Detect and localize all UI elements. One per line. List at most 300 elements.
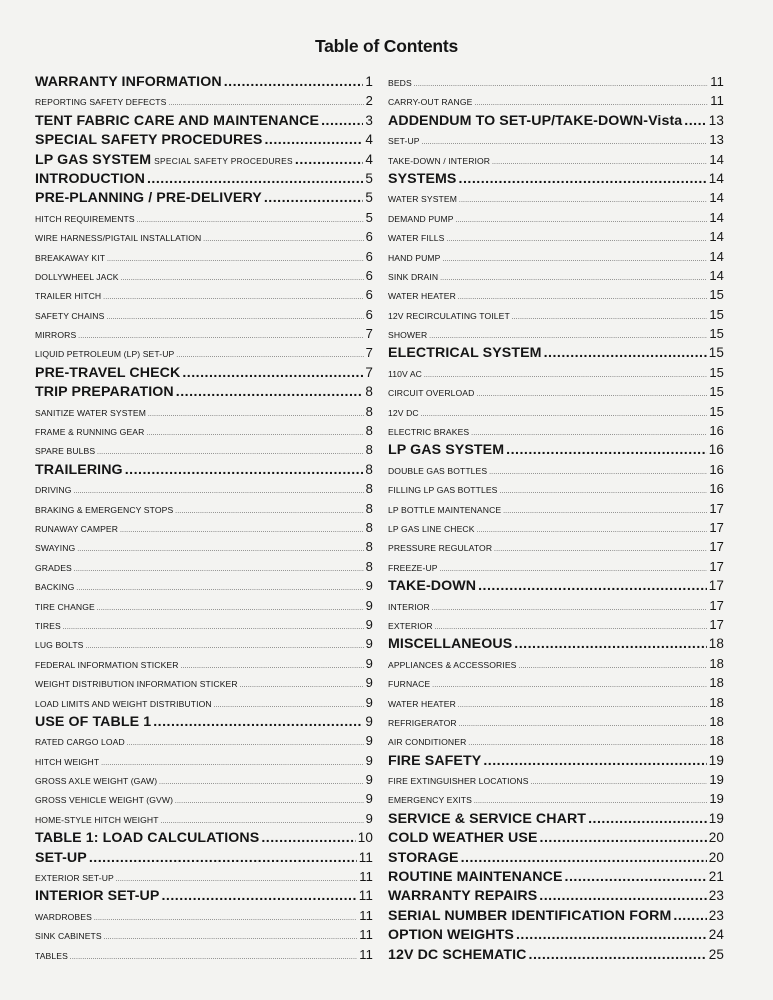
toc-entry xyxy=(388,404,724,423)
dot-leader xyxy=(458,295,707,301)
dot-leader xyxy=(153,714,363,730)
toc-entry xyxy=(388,888,724,907)
toc-entry-page-number: 6 xyxy=(365,248,373,264)
toc-entry xyxy=(35,520,373,539)
toc-entry-page-number: 6 xyxy=(365,267,373,283)
toc-entry-label: CARRY-OUT RANGE xyxy=(388,97,473,108)
toc-entry-page-number: 18 xyxy=(709,675,724,691)
toc-entry xyxy=(388,869,724,888)
toc-entry-page-number: 5 xyxy=(365,209,373,225)
dot-leader xyxy=(125,462,364,478)
dot-leader xyxy=(544,345,707,361)
toc-entry xyxy=(388,268,724,287)
toc-entry xyxy=(35,326,373,345)
toc-entry xyxy=(35,268,373,287)
toc-entry-label: HITCH WEIGHT xyxy=(35,756,100,767)
toc-entry-page-number: 17 xyxy=(708,578,724,594)
toc-entry-page-number: 14 xyxy=(709,248,724,264)
toc-entry-label: BRAKING & EMERGENCY STOPS xyxy=(35,504,174,515)
toc-entry-page-number: 18 xyxy=(709,694,724,710)
toc-entry-label: LP GAS SYSTEM xyxy=(35,151,152,168)
toc-entry xyxy=(388,559,724,578)
toc-entry-page-number: 17 xyxy=(709,616,724,632)
toc-entry-page-number: 4 xyxy=(365,132,373,148)
toc-entry-page-number: 11 xyxy=(359,946,373,962)
toc-entry-page-number: 15 xyxy=(709,306,724,322)
toc-entry-label: FIRE EXTINGUISHER LOCATIONS xyxy=(388,776,529,787)
toc-entry xyxy=(35,171,373,190)
dot-leader xyxy=(476,392,707,398)
toc-entry xyxy=(35,636,373,655)
toc-entry-page-number: 6 xyxy=(365,306,373,322)
toc-entry-label: STORAGE xyxy=(388,849,459,866)
toc-entry-page-number: 3 xyxy=(365,112,373,128)
toc-entry xyxy=(388,229,724,248)
toc-entry xyxy=(35,539,373,558)
toc-entry-label: BEDS xyxy=(388,78,412,88)
dot-leader xyxy=(89,850,357,866)
dot-leader xyxy=(116,877,357,883)
dot-leader xyxy=(506,442,707,458)
page-title: Table of Contents xyxy=(314,36,459,56)
toc-entry xyxy=(388,539,724,558)
dot-leader xyxy=(76,586,363,592)
toc-entry xyxy=(388,481,724,500)
toc-entry xyxy=(35,656,373,675)
toc-entry xyxy=(35,947,373,966)
toc-entry-page-number: 9 xyxy=(365,578,373,594)
toc-entry xyxy=(388,908,724,927)
toc-entry-page-number: 17 xyxy=(709,539,724,555)
dot-leader xyxy=(478,578,707,594)
toc-entry-page-number: 8 xyxy=(365,403,373,419)
toc-entry-label: REFRIGERATOR xyxy=(388,717,457,728)
toc-entry xyxy=(388,598,724,617)
toc-entry-page-number: 16 xyxy=(709,481,724,497)
toc-entry xyxy=(35,598,373,617)
toc-entry-label: HITCH REQUIREMENTS xyxy=(35,213,135,224)
toc-entry-page-number: 5 xyxy=(365,170,373,186)
dot-leader xyxy=(224,74,364,90)
toc-entry xyxy=(388,578,724,597)
toc-entry-label: LIQUID PETROLEUM (LP) SET-UP xyxy=(35,349,175,360)
toc-entry xyxy=(35,404,373,423)
toc-entry xyxy=(388,733,724,752)
toc-entry-page-number: 11 xyxy=(710,74,724,89)
toc-entry-label: LP GAS LINE CHECK xyxy=(388,523,475,534)
toc-entry-label: TABLES xyxy=(35,950,68,961)
dot-leader xyxy=(103,295,363,301)
toc-entry-label: USE OF TABLE 1 xyxy=(35,713,152,730)
dot-leader xyxy=(175,799,364,805)
toc-entry xyxy=(35,190,373,209)
toc-entry-label: TRAILERING xyxy=(35,461,123,478)
toc-entry-label: WARRANTY REPAIRS xyxy=(388,888,538,905)
toc-entry xyxy=(35,772,373,791)
toc-entry-label: WIRE HARNESS/PIGTAIL INSTALLATION xyxy=(35,233,202,244)
toc-entry-page-number: 18 xyxy=(709,713,724,729)
toc-entry xyxy=(35,714,373,733)
toc-entry-label: LP GAS SYSTEM xyxy=(388,442,505,459)
toc-entry-page-number: 8 xyxy=(365,519,373,535)
dot-leader xyxy=(459,722,708,728)
toc-entry xyxy=(388,753,724,772)
toc-entry-label: TIRE CHANGE xyxy=(35,601,95,612)
toc-entry-page-number: 20 xyxy=(708,849,724,865)
toc-entry-label: 110V AC xyxy=(388,368,422,379)
toc-entry-page-number: 8 xyxy=(365,442,373,458)
toc-entry xyxy=(35,501,373,520)
dot-leader xyxy=(459,198,707,204)
toc-entry-label: WARRANTY INFORMATION xyxy=(35,74,222,90)
toc-entry-page-number: 9 xyxy=(365,791,373,807)
toc-entry-label: TAKE-DOWN xyxy=(388,578,477,595)
toc-entry xyxy=(388,326,724,345)
dot-leader xyxy=(519,664,708,670)
toc-entry-label: 12V DC SCHEMATIC xyxy=(388,946,527,963)
dot-leader xyxy=(477,528,708,534)
toc-entry-page-number: 8 xyxy=(365,500,373,516)
dot-leader xyxy=(176,384,364,400)
toc-entry xyxy=(388,74,724,93)
toc-entry-label: LUG BOLTS xyxy=(35,640,84,651)
dot-leader xyxy=(127,741,364,747)
toc-entry-page-number: 15 xyxy=(709,287,724,303)
dot-leader xyxy=(97,606,364,612)
toc-entry xyxy=(388,152,724,171)
toc-entry-page-number: 11 xyxy=(358,888,373,904)
toc-entry xyxy=(35,307,373,326)
dot-leader xyxy=(70,955,357,961)
toc-entry-label: SERVICE & SERVICE CHART xyxy=(388,810,587,827)
toc-entry-page-number: 8 xyxy=(365,539,373,555)
dot-leader xyxy=(565,869,707,885)
toc-entry-page-number: 23 xyxy=(708,888,724,904)
toc-entry-page-number: 19 xyxy=(709,791,724,807)
toc-entry-label: DOLLYWHEEL JACK xyxy=(35,271,119,282)
dot-leader xyxy=(483,753,706,769)
dot-leader xyxy=(516,927,707,943)
toc-entry xyxy=(35,908,373,927)
dot-leader xyxy=(120,528,364,534)
toc-entry-label: MISCELLANEOUS xyxy=(388,636,513,653)
dot-leader xyxy=(458,703,707,709)
toc-entry-label: FEDERAL INFORMATION STICKER xyxy=(35,659,179,670)
toc-entry-label: SYSTEMS xyxy=(388,170,457,187)
toc-entry-page-number: 19 xyxy=(708,810,724,826)
dot-leader xyxy=(422,140,708,146)
toc-entry-page-number: 11 xyxy=(359,869,373,885)
toc-entry-page-number: 11 xyxy=(359,907,373,923)
toc-entry xyxy=(35,210,373,229)
toc-entry-page-number: 17 xyxy=(709,597,724,613)
toc-entry xyxy=(388,442,724,461)
toc-entry-page-number: 14 xyxy=(709,190,724,206)
toc-entry xyxy=(35,229,373,248)
dot-leader xyxy=(175,509,363,515)
toc-entry xyxy=(35,249,373,268)
dot-leader xyxy=(94,916,357,922)
toc-entry-label: SWAYING xyxy=(35,543,76,554)
toc-entry-label: TRIP PREPARATION xyxy=(35,384,174,401)
dot-leader xyxy=(474,101,708,107)
toc-entry-label: PRE-TRAVEL CHECK xyxy=(35,364,181,381)
toc-entry-label: SINK CABINETS xyxy=(35,931,102,942)
toc-entry-page-number: 8 xyxy=(365,558,373,574)
toc-entry-label: ROUTINE MAINTENANCE xyxy=(388,869,563,886)
dot-leader xyxy=(673,908,706,924)
toc-entry xyxy=(35,927,373,946)
toc-entry-page-number: 23 xyxy=(708,907,724,923)
toc-entry-page-number: 11 xyxy=(359,927,373,943)
toc-entry-label: TRAILER HITCH xyxy=(35,291,102,302)
toc-entry-label: TENT FABRIC CARE AND MAINTENANCE xyxy=(35,112,320,129)
toc-entry-page-number: 15 xyxy=(709,326,724,342)
toc-entry xyxy=(388,520,724,539)
toc-entry-label: APPLIANCES & ACCESSORIES xyxy=(388,659,517,670)
toc-entry xyxy=(35,869,373,888)
toc-entry-sublabel: SPECIAL SAFETY PROCEDURES xyxy=(154,155,293,166)
dot-leader xyxy=(494,547,707,553)
toc-entry-label: PRE-PLANNING / PRE-DELIVERY xyxy=(35,190,262,207)
dot-leader xyxy=(214,703,364,709)
toc-entry xyxy=(388,850,724,869)
toc-entry-page-number: 2 xyxy=(365,93,373,109)
toc-entry xyxy=(388,636,724,655)
dot-leader xyxy=(471,431,707,437)
toc-entry xyxy=(388,365,724,384)
dot-leader xyxy=(461,850,707,866)
toc-entry xyxy=(35,753,373,772)
toc-entry-label: BACKING xyxy=(35,582,75,593)
dot-leader xyxy=(63,625,364,631)
dot-leader xyxy=(240,683,364,689)
toc-entry xyxy=(35,93,373,112)
dot-leader xyxy=(264,132,363,148)
toc-entry-page-number: 14 xyxy=(709,229,724,245)
dot-leader xyxy=(432,683,707,689)
toc-entry-label: FRAME & RUNNING GEAR xyxy=(35,427,145,438)
dot-leader xyxy=(181,664,364,670)
toc-entry-label: AIR CONDITIONER xyxy=(388,737,467,748)
dot-leader xyxy=(468,741,707,747)
toc-entry-page-number: 4 xyxy=(365,151,373,167)
toc-entry xyxy=(35,384,373,403)
dot-leader xyxy=(182,365,363,381)
toc-entry-label: HOME-STYLE HITCH WEIGHT xyxy=(35,814,159,825)
dot-leader xyxy=(74,567,364,573)
toc-entry-label: SET-UP xyxy=(35,849,87,866)
toc-entry-page-number: 8 xyxy=(365,481,373,497)
dot-leader xyxy=(169,101,364,107)
toc-entry xyxy=(35,345,373,364)
toc-entry xyxy=(35,152,373,171)
toc-entry xyxy=(35,578,373,597)
toc-entry xyxy=(35,559,373,578)
toc-entry-label: DOUBLE GAS BOTTLES xyxy=(388,465,488,476)
toc-entry xyxy=(388,927,724,946)
toc-entry-label: DEMAND PUMP xyxy=(388,213,454,224)
toc-entry-label: DRIVING xyxy=(35,485,72,496)
dot-leader xyxy=(442,257,707,263)
toc-entry-page-number: 15 xyxy=(708,345,724,361)
toc-entry xyxy=(35,733,373,752)
toc-entry-page-number: 14 xyxy=(708,170,724,186)
dot-leader xyxy=(137,218,364,224)
dot-leader xyxy=(121,276,364,282)
toc-entry-label: FURNACE xyxy=(388,679,431,690)
toc-entry xyxy=(35,791,373,810)
toc-entry-label: SHOWER xyxy=(388,330,428,341)
toc-entry-page-number: 7 xyxy=(365,364,373,380)
toc-entry-page-number: 9 xyxy=(365,713,373,729)
toc-entry-page-number: 13 xyxy=(708,112,724,128)
toc-entry-label: WATER FILLS xyxy=(388,233,445,244)
dot-leader xyxy=(101,761,363,767)
toc-entry xyxy=(35,423,373,442)
dot-leader xyxy=(424,373,707,379)
toc-entry xyxy=(35,888,373,907)
dot-leader xyxy=(106,315,363,321)
dot-leader xyxy=(74,489,364,495)
toc-entry-label: REPORTING SAFETY DEFECTS xyxy=(35,97,167,108)
dot-leader xyxy=(456,218,708,224)
dot-leader xyxy=(514,636,707,652)
toc-entry-page-number: 9 xyxy=(365,694,373,710)
toc-entry xyxy=(35,675,373,694)
toc-entry-page-number: 1 xyxy=(365,74,373,89)
toc-entry-page-number: 16 xyxy=(708,442,724,458)
toc-entry-label: GROSS VEHICLE WEIGHT (GVW) xyxy=(35,795,174,806)
dot-leader xyxy=(147,171,363,187)
toc-entry-label: WATER HEATER xyxy=(388,291,456,302)
toc-entry-label: INTRODUCTION xyxy=(35,170,145,187)
toc-entry-page-number: 13 xyxy=(709,132,724,148)
toc-entry-label: TAKE-DOWN / INTERIOR xyxy=(388,155,491,166)
toc-entry-label: EXTERIOR SET-UP xyxy=(35,873,114,884)
dot-leader xyxy=(588,811,707,827)
dot-leader xyxy=(429,334,707,340)
toc-entry-label: CIRCUIT OVERLOAD xyxy=(388,388,475,399)
toc-entry-label: INTERIOR SET-UP xyxy=(35,888,160,905)
toc-entry-page-number: 15 xyxy=(709,403,724,419)
dot-leader xyxy=(159,780,364,786)
toc-entry-label: OPTION WEIGHTS xyxy=(388,927,514,944)
toc-entry xyxy=(388,384,724,403)
toc-entry-page-number: 21 xyxy=(708,869,724,885)
toc-entry xyxy=(35,287,373,306)
toc-entry-page-number: 15 xyxy=(709,384,724,400)
dot-leader xyxy=(148,412,364,418)
toc-entry xyxy=(388,210,724,229)
dot-leader xyxy=(440,567,708,573)
toc-entry xyxy=(388,791,724,810)
toc-entry-page-number: 17 xyxy=(709,500,724,516)
toc-entry-page-number: 9 xyxy=(365,655,373,671)
toc-entry-label: SERIAL NUMBER IDENTIFICATION FORM xyxy=(388,907,672,924)
dot-leader xyxy=(414,82,708,88)
dot-leader xyxy=(104,935,358,941)
toc-entry xyxy=(35,74,373,93)
dot-leader xyxy=(459,171,707,187)
toc-entry xyxy=(388,423,724,442)
toc-entry-page-number: 14 xyxy=(709,267,724,283)
toc-entry-label: INTERIOR xyxy=(388,601,430,612)
toc-entry-label: SANITIZE WATER SYSTEM xyxy=(35,407,146,418)
toc-entry-label: ELECTRICAL SYSTEM xyxy=(388,345,542,362)
dot-leader xyxy=(684,113,707,129)
toc-entry-page-number: 9 xyxy=(365,772,373,788)
toc-entry-page-number: 17 xyxy=(709,519,724,535)
toc-entry-label: COLD WEATHER USE xyxy=(388,830,538,847)
toc-entry-label: 12V RECIRCULATING TOILET xyxy=(388,310,510,321)
toc-entry-page-number: 7 xyxy=(365,326,373,342)
toc-entry-page-number: 6 xyxy=(365,229,373,245)
dot-leader xyxy=(161,819,364,825)
toc-entry-page-number: 9 xyxy=(365,733,373,749)
dot-leader xyxy=(176,353,363,359)
toc-entry-page-number: 6 xyxy=(365,287,373,303)
toc-entry-label: EXTERIOR xyxy=(388,620,433,631)
toc-entry-page-number: 11 xyxy=(710,93,724,109)
toc-entry-page-number: 9 xyxy=(365,636,373,652)
toc-entry-page-number: 18 xyxy=(709,733,724,749)
toc-entry-page-number: 9 xyxy=(365,675,373,691)
toc-entry xyxy=(388,93,724,112)
toc-entry-label: GRADES xyxy=(35,562,72,573)
toc-entry-label: SPARE BULBS xyxy=(35,446,96,457)
toc-entry-page-number: 9 xyxy=(365,616,373,632)
toc-entry-label: WATER HEATER xyxy=(388,698,456,709)
toc-entry-label: TIRES xyxy=(35,620,61,631)
toc-entry xyxy=(35,113,373,132)
toc-entry xyxy=(388,947,724,966)
toc-entry-page-number: 17 xyxy=(709,558,724,574)
dot-leader xyxy=(203,237,363,243)
toc-entry-label: FREEZE-UP xyxy=(388,562,438,573)
dot-leader xyxy=(492,160,707,166)
toc-entry-page-number: 16 xyxy=(709,423,724,439)
dot-leader xyxy=(432,606,707,612)
toc-entry xyxy=(388,714,724,733)
toc-entry-page-number: 16 xyxy=(709,461,724,477)
toc-entry-page-number: 14 xyxy=(709,151,724,167)
toc-column-left xyxy=(35,74,373,966)
dot-leader xyxy=(540,830,707,846)
dot-leader xyxy=(78,334,363,340)
toc-entry-page-number: 9 xyxy=(365,810,373,826)
toc-entry-label: WATER SYSTEM xyxy=(388,194,457,205)
toc-entry xyxy=(388,811,724,830)
dot-leader xyxy=(264,190,364,206)
toc-entry xyxy=(35,481,373,500)
toc-entry-label: SET-UP xyxy=(388,136,420,147)
toc-entry xyxy=(388,830,724,849)
toc-entry-page-number: 8 xyxy=(365,384,373,400)
toc-entry-label: FIRE SAFETY xyxy=(388,752,482,769)
toc-entry-label: SINK DRAIN xyxy=(388,271,439,282)
toc-entry-page-number: 14 xyxy=(709,209,724,225)
dot-leader xyxy=(512,315,708,321)
toc-entry-page-number: 18 xyxy=(708,636,724,652)
toc-entry xyxy=(388,617,724,636)
dot-leader xyxy=(474,799,707,805)
toc-entry-label: WARDROBES xyxy=(35,911,92,922)
dot-leader xyxy=(321,113,363,129)
toc-entry-page-number: 11 xyxy=(358,849,373,865)
toc-entry-label: RUNAWAY CAMPER xyxy=(35,523,119,534)
toc-entry-page-number: 24 xyxy=(708,927,724,943)
